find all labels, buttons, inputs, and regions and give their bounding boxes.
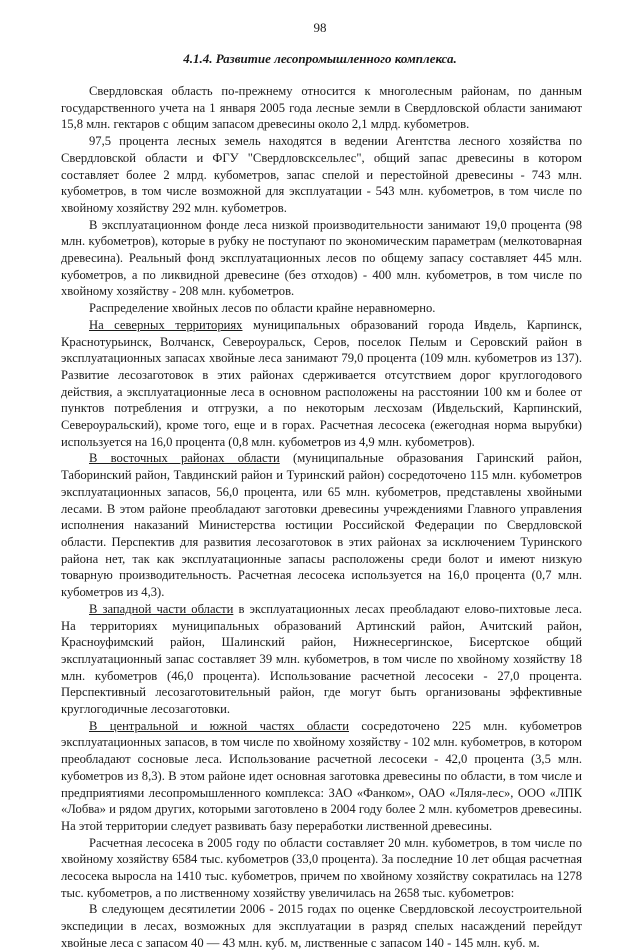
paragraph-text: В эксплуатационном фонде леса низкой производительности занимают 19,0 процента (98 млн. кубометров), которые в рубку не поступают по экономическим параметрам (мелкотоварная древесина). Реальный фонд эксплуатационных лесов по общему запасу составляет 445 млн. кубометров, а по ликвидной древесине (без отходов) - 400 млн. кубометров, в том числе по хвойному хозяйству - 208 млн. кубометров.: [61, 217, 582, 299]
paragraph: [61, 83, 582, 133]
paragraph: [61, 133, 582, 217]
paragraph-text: (муниципальные образования Гаринский район, Таборинский район, Тавдинский район и Туринский район) сосредоточено 115 млн. кубометров эксплуатационных запасов, 56,0 процента, или 65 млн. кубометров, представлены хвойными лесами. В этом районе преобладают заготовки древесины учреждениями Главного управления исполнения наказаний Министерства юстиции Российской Федерации по Свердловской области. Перспектив для развития лесозаготовок в этих районах за исключением Туринского района нет, так как эксплуатационные запасы расположены среди болот и имеют низкую товарную производительность. Расчетная лесосека используется на 16,0 процента (0,7 млн. кубометров из 4,3).: [61, 451, 582, 600]
paragraph: [61, 300, 582, 317]
paragraph: [61, 718, 582, 835]
paragraph: [61, 601, 582, 718]
page-number: 98: [313, 20, 327, 35]
paragraph-text: 97,5 процента лесных земель находятся в ведении Агентства лесного хозяйства по Свердловской области и ФГУ "Свердловсксельлес", общий запас древесины в котором составляет более 2 млрд. кубометров, запас спелой и перестойной древесины - 743 млн. кубометров, в том числе возможной для эксплуатации - 543 млн. кубометров, в том числе по хвойному хозяйству 292 млн. кубометров.: [61, 134, 582, 215]
section-heading: 4.1.4. Развитие лесопромышленного комплекса.: [183, 51, 457, 66]
paragraph-text: сосредоточено 225 млн. кубометров эксплуатационных запасов, в том числе по хвойному хозяйству - 102 млн. кубометров, в котором преобладают сосновые леса. Использование расчетной лесосеки - 42,0 процента (3,5 млн. кубометров из 8,3). В этом районе идет основная заготовка древесины по области, в том числе и предприятиями лесопромышленного комплекса: ЗАО «Фанком», ОАО «Ляля-лес», ООО «ЛПК «Лобва» и рядом других, которыми заготовлено в 2004 году более 2 млн. кубометров древесины. На этой территории следует развивать базу переработки лиственной древесины.: [61, 718, 582, 833]
paragraph: [61, 901, 582, 951]
paragraph-text: В следующем десятилетии 2006 - 2015 годах по оценке Свердловской лесоустроительной экспедиции в лесах, возможных для эксплуатации в разряд спелых насаждений перейдут хвойные леса с запасом 40 — 43 млн. куб. м, лиственные с запасом 140 - 145 млн. куб. м.: [61, 902, 582, 950]
paragraph: [61, 450, 582, 600]
paragraph: [61, 317, 582, 451]
paragraph-text: Свердловская область по-прежнему относится к многолесным районам, по данным государственного учета на 1 января 2005 года лесные земли в Свердловской области занимают 15,8 млн. гектаров с общим запасом древесины около 2,1 млрд. кубометров.: [61, 84, 582, 132]
paragraph-text: Расчетная лесосека в 2005 году по области составляет 20 млн. кубометров, в том числе по хвойному хозяйству 6584 тыс. кубометров (33,0 процента). За последние 10 лет общая расчетная лесосека выросла на 1410 тыс. кубометров, причем по хвойному хозяйству сократилась на 1278 тыс. кубометров, а по лиственному хозяйству увеличилась на 2658 тыс. кубометров:: [61, 835, 582, 900]
region-heading-west: В западной части области: [89, 601, 234, 616]
region-heading-east: В восточных районах области: [89, 451, 280, 466]
paragraph-text: в эксплуатационных лесах преобладают елово-пихтовые леса. На территориях муниципальных образований Артинский район, Ачитский район, Красноуфимский район, Шалинский район, Нижнесергинское, Бисертское общий эксплуатационный запас составляет 39 млн. кубометров, в том числе по хвойному хозяйству 18 млн. кубометров (46,0 процента). Использование расчетной лесосеки - 27,0 процента. Перспективный лесозаготовительный район, где могут быть организованы эффективные круглогодичные лесозаготовки.: [61, 601, 582, 717]
region-heading-central-south: В центральной и южной частях области: [89, 718, 349, 733]
paragraph-text: муниципальных образований города Ивдель, Карпинск, Краснотурьинск, Волчанск, Североуральск, Серов, поселок Пелым и Серовский район в эксплуатационных запасах хвойные леса занимают 79,0 процента (109 млн. кубометров из 137). Развитие лесозаготовок в этих районах сдерживается отсутствием дорог круглогодового действия, а эксплуатационные леса в основном расположены на расстоянии 100 км и более от пунктов потребления и отгрузки, а по некоторым лесхозам (Ивдельский, Карпинский, Североуральский), кроме того, еще и в горах. Расчетная лесосека (ежегодная норма вырубки) используется на 16,0 процента (0,8 млн. кубометров из 4,9 млн. кубометров).: [61, 317, 582, 449]
paragraph-text: Распределение хвойных лесов по области крайне неравномерно.: [89, 301, 436, 316]
region-heading-north: На северных территориях: [89, 317, 243, 332]
paragraph: [61, 217, 582, 301]
paragraph: [61, 835, 582, 902]
body-text: [61, 83, 582, 952]
